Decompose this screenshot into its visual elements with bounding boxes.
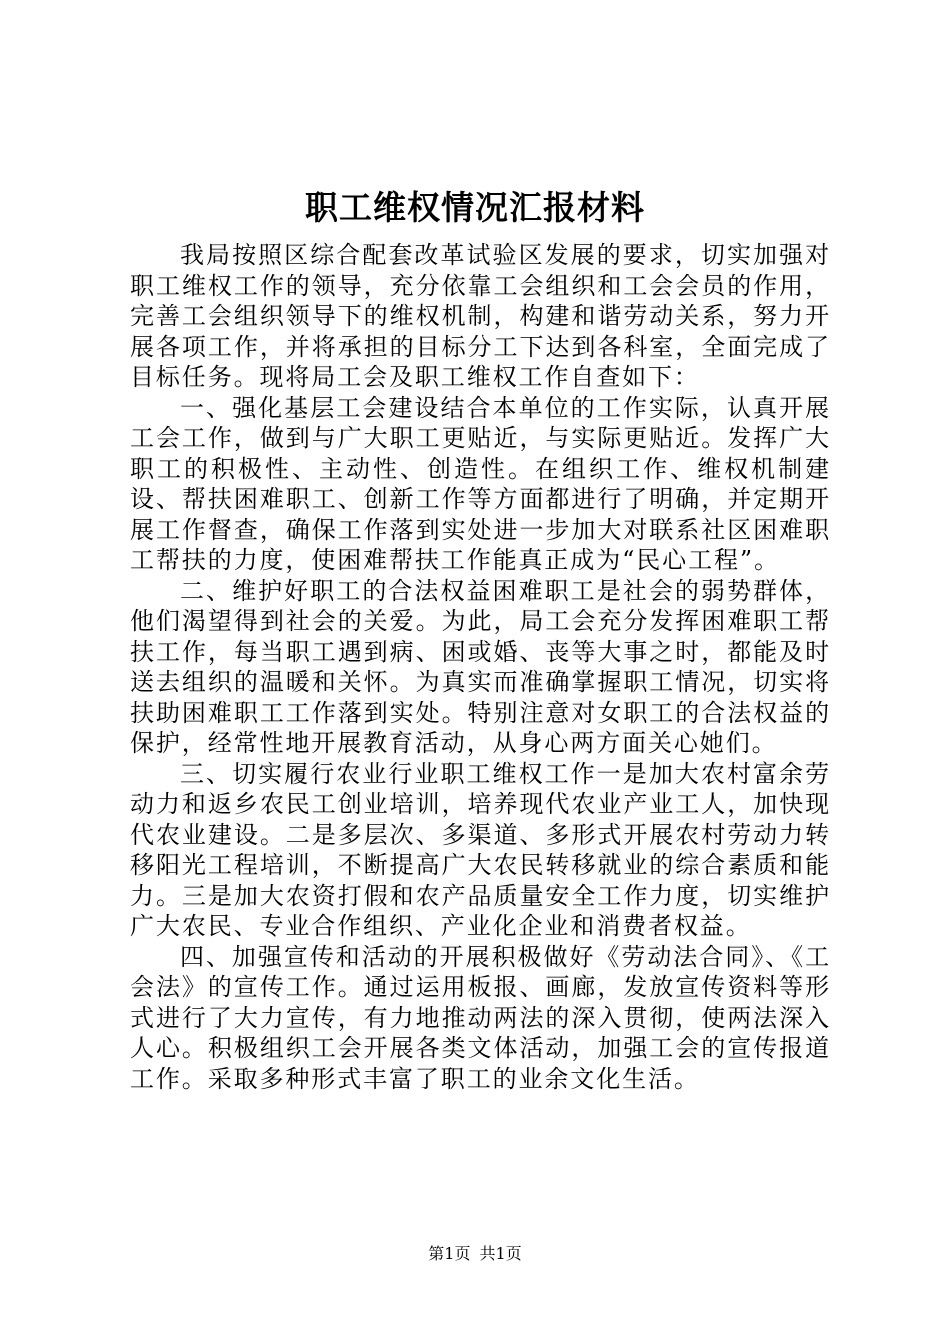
- page-footer: [0, 1244, 950, 1264]
- page-number: 第1页: [428, 1244, 471, 1263]
- paragraph-section-4: 四、加强宣传和活动的开展积极做好《劳动法合同》、《工会法》的宣传工作。通过运用板报、画廊，发放宣传资料等形式进行了大力宣传，有力地推动两法的深入贯彻，使两法深入人心。积极组织工会开展各类文体活动，加强工会的宣传报道工作。采取多种形式丰富了职工的业余文化生活。: [130, 942, 831, 1093]
- paragraph-section-2: 二、维护好职工的合法权益困难职工是社会的弱势群体，他们渴望得到社会的关爱。为此，局工会充分发挥困难职工帮扶工作，每当职工遇到病、困或婚、丧等大事之时，都能及时送去组织的温暖和关怀。为真实而准确掌握职工情况，切实将扶助困难职工工作落到实处。特别注意对女职工的合法权益的保护，经常性地开展教育活动，从身心两方面关心她们。: [130, 576, 831, 757]
- paragraph-intro: 我局按照区综合配套改革试验区发展的要求，切实加强对职工维权工作的领导，充分依靠工会组织和工会会员的作用，完善工会组织领导下的维权机制，构建和谐劳动关系，努力开展各项工作，并将承担的目标分工下达到各科室，全面完成了目标任务。现将局工会及职工维权工作自查如下：: [130, 241, 831, 391]
- document-body: [130, 240, 831, 1094]
- page-total: 共1页: [479, 1244, 522, 1263]
- document-title: 职工维权情况汇报材料: [305, 188, 645, 227]
- paragraph-section-3: 三、切实履行农业行业职工维权工作一是加大农村富余劳动力和返乡农民工创业培训，培养现代农业产业工人，加快现代农业建设。二是多层次、多渠道、多形式开展农村劳动力转移阳光工程培训，不断提高广大农民转移就业的综合素质和能力。三是加大农资打假和农产品质量安全工作力度，切实维护广大农民、专业合作组织、产业化企业和消费者权益。: [130, 759, 831, 940]
- paragraph-section-1: 一、强化基层工会建设结合本单位的工作实际，认真开展工会工作，做到与广大职工更贴近，与实际更贴近。发挥广大职工的积极性、主动性、创造性。在组织工作、维权机制建设、帮扶困难职工、创新工作等方面都进行了明确，并定期开展工作督查，确保工作落到实处进一步加大对联系社区困难职工帮扶的力度，使困难帮扶工作能真正成为“民心工程”。: [130, 393, 831, 574]
